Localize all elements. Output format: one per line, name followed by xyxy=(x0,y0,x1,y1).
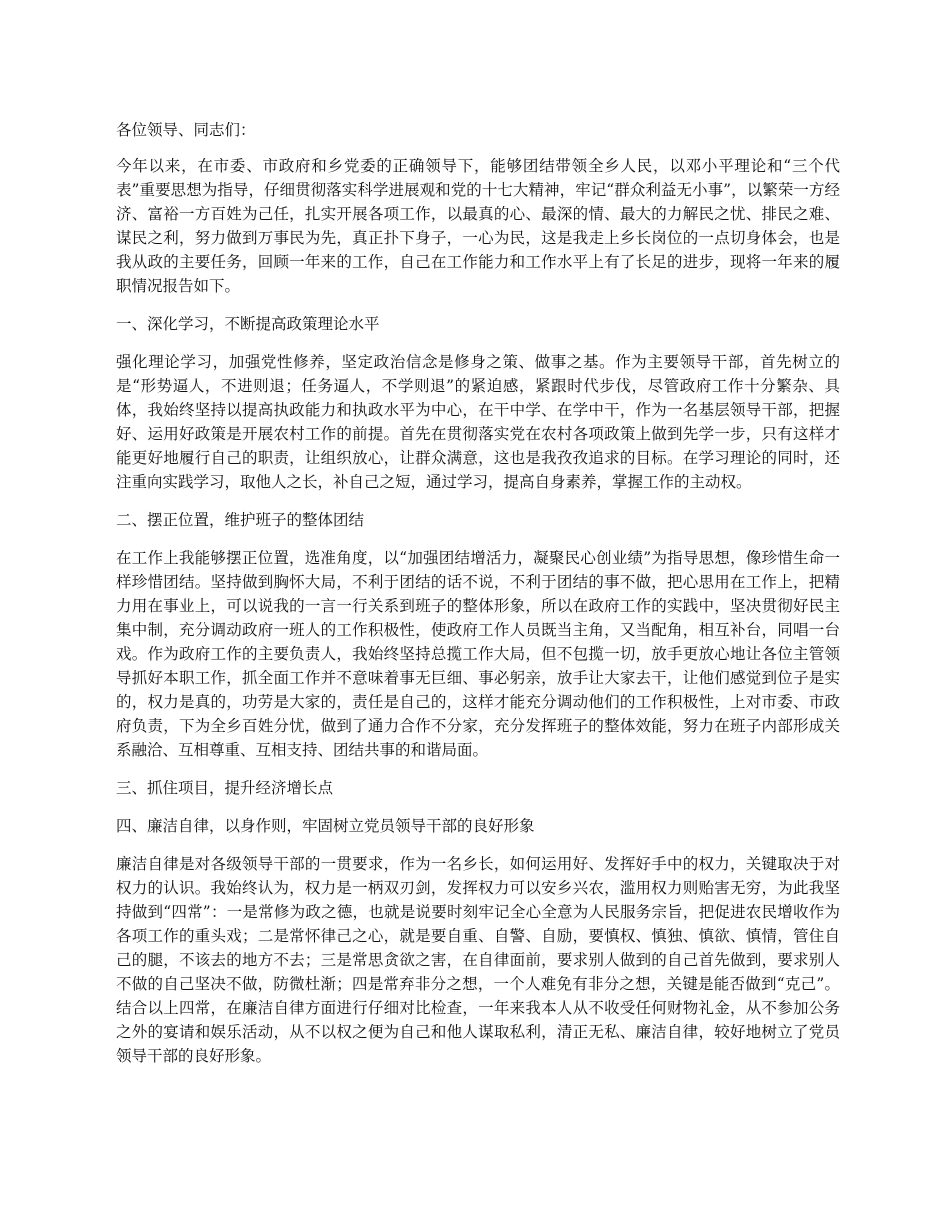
salutation: 各位领导、同志们： xyxy=(116,121,256,139)
intro-paragraph: 今年以来，在市委、市政府和乡党委的正确领导下，能够团结带领全乡人民，以邓小平理论和“三个代表”重要思想为指导，仔细贯彻落实科学进展观和党的十七大精神，牢记“群众利益无小事”，以繁荣一方经济、富裕一方百姓为己任，扎实开展各项工作，以最真的心、最深的情、最大的力解民之忧、排民之难、谋民之利，努力做到万事民为先，真正扑下身子，一心为民，这是我走上乡长岗位的一点切身体会，也是我从政的主要任务，回顾一年来的工作，自己在工作能力和工作水平上有了长足的进步，现将一年来的履职情况报告如下。 xyxy=(116,157,840,295)
section-heading-2: 二、摆正位置，维护班子的整体团结 xyxy=(116,511,365,529)
section-paragraph-1: 强化理论学习，加强党性修养，坚定政治信念是修身之策、做事之基。作为主要领导干部，首先树立的是“形势逼人，不进则退；任务逼人，不学则退”的紧迫感，紧跟时代步伐，尽管政府工作十分繁杂、具体，我始终坚持以提高执政能力和执政水平为中心，在干中学、在学中干，作为一名基层领导干部，把握好、运用好政策是开展农村工作的前提。首先在贯彻落实党在农村各项政策上做到先学一步，只有这样才能更好地履行自己的职责，让组织放心，让群众满意，这也是我孜孜追求的目标。在学习理论的同时，还注重向实践学习，取他人之长，补自己之短，通过学习，提高自身素养，掌握工作的主动权。 xyxy=(116,353,840,491)
section-paragraph-4: 廉洁自律是对各级领导干部的一贯要求，作为一名乡长，如何运用好、发挥好手中的权力，关键取决于对权力的认识。我始终认为，权力是一柄双刃剑，发挥权力可以安乡兴农，滥用权力则贻害无穷，为此我坚持做到“四常”：一是常修为政之德，也就是说要时刻牢记全心全意为人民服务宗旨，把促进农民增收作为各项工作的重头戏；二是常怀律己之心，就是要自重、自警、自励，要慎权、慎独、慎欲、慎情，管住自己的腿，不该去的地方不去；三是常思贪欲之害，在自律面前，要求别人做到的自己首先做到，要求别人不做的自己坚决不做，防微杜渐；四是常弃非分之想，一个人难免有非分之想，关键是能否做到“克己”。结合以上四常，在廉洁自律方面进行仔细对比检查，一年来我本人从不收受任何财物礼金，从不参加公务之外的宴请和娱乐活动，从不以权之便为自己和他人谋取私利，清正无私、廉洁自律，较好地树立了党员领导干部的良好形象。 xyxy=(116,855,840,1065)
section-heading-4: 四、廉洁自律，以身作则，牢固树立党员领导干部的良好形象 xyxy=(116,817,535,835)
section-paragraph-2: 在工作上我能够摆正位置，选准角度，以“加强团结增活力，凝聚民心创业绩”为指导思想，像珍惜生命一样珍惜团结。坚持做到胸怀大局，不利于团结的话不说，不利于团结的事不做，把心思用在工作上，把精力用在事业上，可以说我的一言一行关系到班子的整体形象，所以在政府工作的实践中，坚决贯彻好民主集中制，充分调动政府一班人的工作积极性，使政府工作人员既当主角，又当配角，相互补台，同唱一台戏。作为政府工作的主要负责人，我始终坚持总揽工作大局，但不包揽一切，放手更放心地让各位主管领导抓好本职工作，抓全面工作并不意味着事无巨细、事必躬亲，放手让大家去干，让他们感觉到位子是实的，权力是真的，功劳是大家的，责任是自己的，这样才能充分调动他们的工作积极性，上对市委、市政府负责，下为全乡百姓分忧，做到了通力合作不分家，充分发挥班子的整体效能，努力在班子内部形成关系融洽、互相尊重、互相支持、团结共事的和谐局面。 xyxy=(116,549,840,759)
section-heading-1: 一、深化学习，不断提高政策理论水平 xyxy=(116,315,380,333)
section-heading-3: 三、抓住项目，提升经济增长点 xyxy=(116,779,334,797)
document-body xyxy=(116,118,840,1082)
